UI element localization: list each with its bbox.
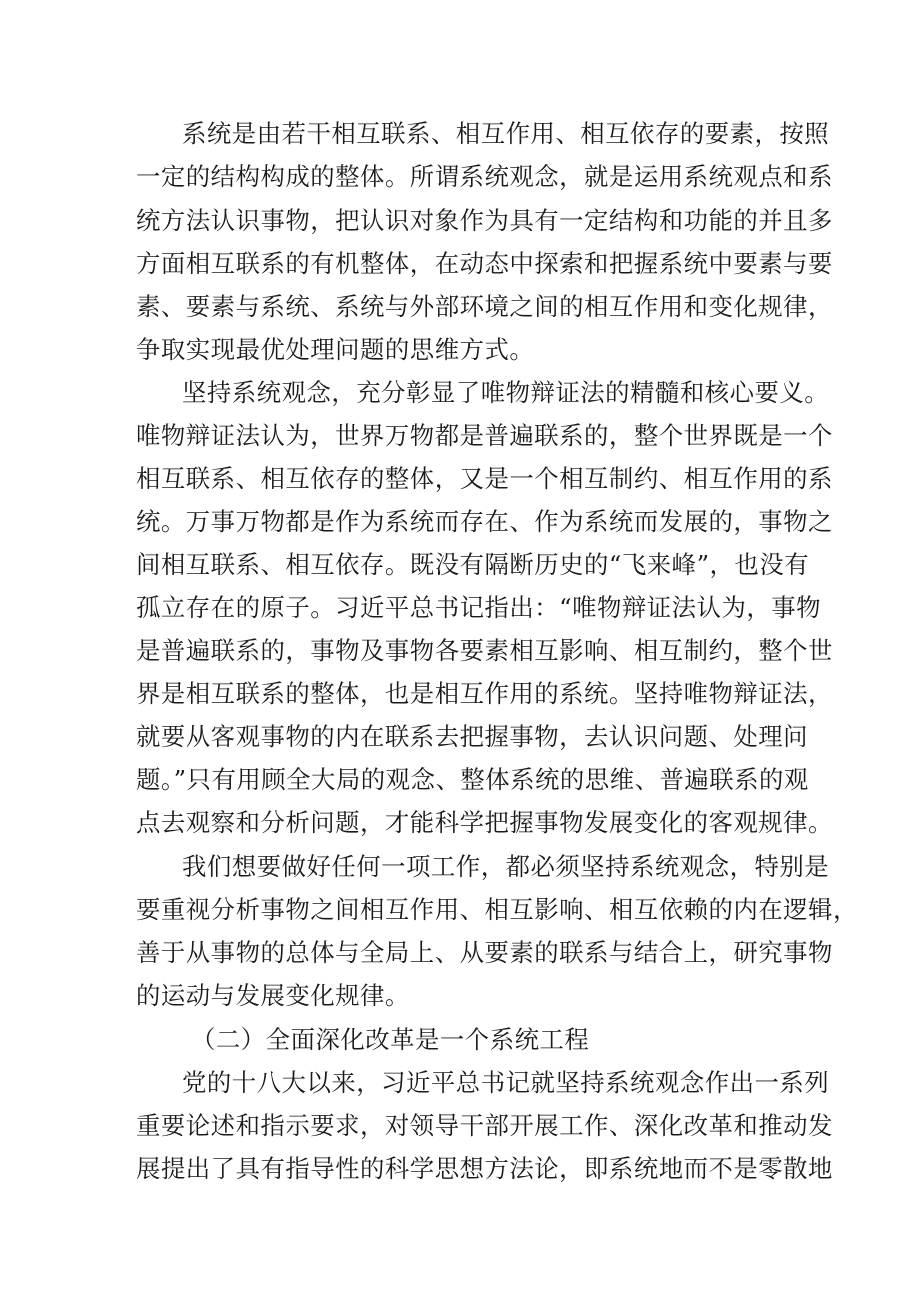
paragraph-line: 善于从事物的总体与全局上、从要素的联系与结合上，研究事物 bbox=[136, 938, 833, 967]
paragraph-line: 题。”只有用顾全大局的观念、整体系统的思维、普遍联系的观 bbox=[136, 765, 809, 794]
section-heading: （二）全面深化改革是一个系统工程 bbox=[191, 1025, 590, 1054]
paragraph-line: 的运动与发展变化规律。 bbox=[136, 981, 410, 1010]
paragraph-line: 是普遍联系的，事物及事物各要素相互影响、相互制约，整个世 bbox=[136, 636, 833, 665]
paragraph-line: 孤立存在的原子。习近平总书记指出：“唯物辩证法认为，事物 bbox=[136, 593, 822, 622]
paragraph-line: 我们想要做好任何一项工作，都必须坚持系统观念，特别是 bbox=[182, 852, 830, 881]
paragraph-line: 方面相互联系的有机整体，在动态中探索和把握系统中要素与要 bbox=[136, 249, 833, 278]
paragraph-line: 点去观察和分析问题，才能科学把握事物发展变化的客观规律。 bbox=[136, 808, 833, 837]
paragraph-line: 间相互联系、相互依存。既没有隔断历史的“飞来峰”，也没有 bbox=[136, 550, 810, 579]
paragraph-line: 系统是由若干相互联系、相互作用、相互依存的要素，按照 bbox=[182, 119, 830, 148]
paragraph-line: 党的十八大以来，习近平总书记就坚持系统观念作出一系列 bbox=[182, 1068, 830, 1097]
paragraph-line: 唯物辩证法认为，世界万物都是普遍联系的，整个世界既是一个 bbox=[136, 421, 833, 450]
paragraph-line: 素、要素与系统、系统与外部环境之间的相互作用和变化规律， bbox=[136, 292, 833, 321]
paragraph-line: 一定的结构构成的整体。所谓系统观念，就是运用系统观点和系 bbox=[136, 162, 833, 191]
paragraph-line: 相互联系、相互依存的整体，又是一个相互制约、相互作用的系 bbox=[136, 464, 833, 493]
paragraph-line: 重要论述和指示要求，对领导干部开展工作、深化改革和推动发 bbox=[136, 1111, 833, 1140]
paragraph-line: 要重视分析事物之间相互作用、相互影响、相互依赖的内在逻辑， bbox=[136, 895, 858, 924]
paragraph-line: 统方法认识事物，把认识对象作为具有一定结构和功能的并且多 bbox=[136, 206, 833, 235]
paragraph-line: 展提出了具有指导性的科学思想方法论，即系统地而不是零散地 bbox=[136, 1154, 833, 1183]
paragraph-line: 就要从客观事物的内在联系去把握事物，去认识问题、处理问 bbox=[136, 722, 809, 751]
paragraph-line: 争取实现最优处理问题的思维方式。 bbox=[136, 335, 535, 364]
paragraph-line: 统。万事万物都是作为系统而存在、作为系统而发展的，事物之 bbox=[136, 507, 833, 536]
paragraph-line: 坚持系统观念，充分彰显了唯物辩证法的精髓和核心要义。 bbox=[182, 378, 830, 407]
paragraph-line: 界是相互联系的整体，也是相互作用的系统。坚持唯物辩证法， bbox=[136, 679, 833, 708]
